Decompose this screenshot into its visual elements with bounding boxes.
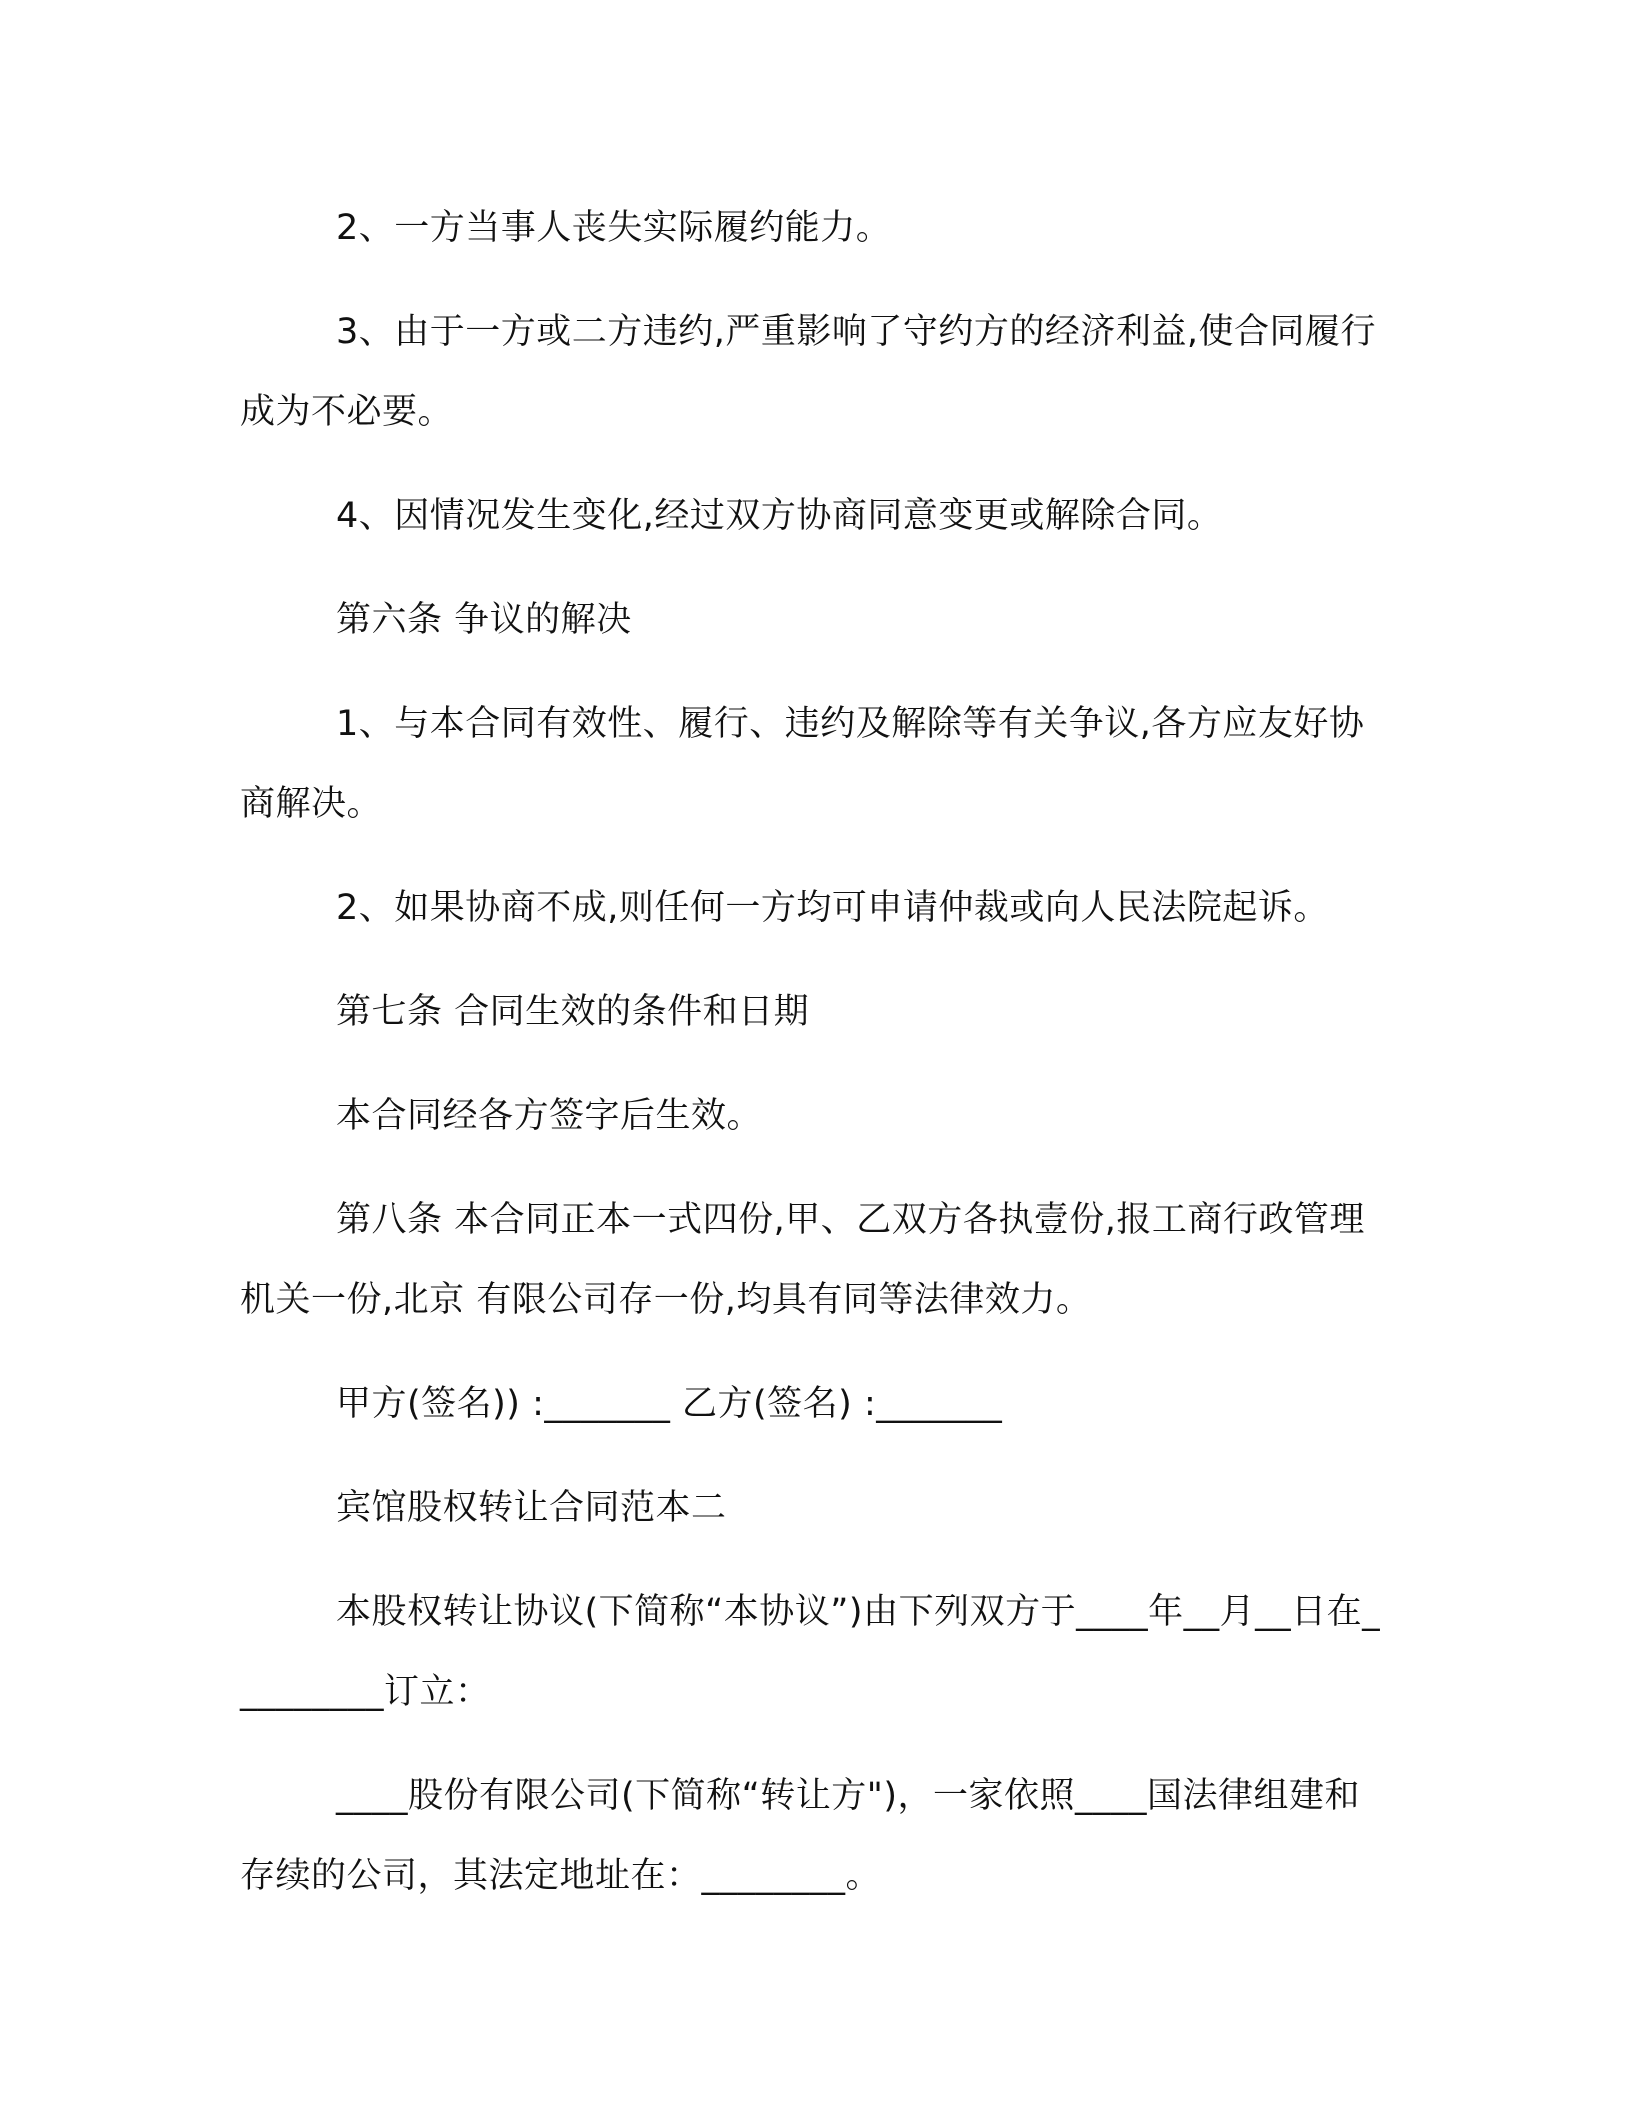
article-8-body: 第八条 本合同正本一式四份,甲、乙双方各执壹份,报工商行政管理机关一份,北京 有限公司存一份,均具有同等法律效力。 xyxy=(240,1200,1365,1320)
article-7-heading: 第七条 合同生效的条件和日期 xyxy=(336,992,810,1032)
article-7-body: 本合同经各方签字后生效。 xyxy=(336,1096,763,1136)
clause-4-change: 4、因情况发生变化,经过双方协商同意变更或解除合同。 xyxy=(336,496,1223,536)
article-6-clause-1: 1、与本合同有效性、履行、违约及解除等有关争议,各方应友好协商解决。 xyxy=(240,704,1365,824)
clause-2-incapacity: 2、一方当事人丧失实际履约能力。 xyxy=(336,208,892,248)
document-body xyxy=(240,188,1390,1940)
clause-3-breach: 3、由于一方或二方违约,严重影响了守约方的经济利益,使合同履行成为不必要。 xyxy=(240,312,1377,432)
article-6-heading: 第六条 争议的解决 xyxy=(336,600,632,640)
article-6-clause-2: 2、如果协商不成,则任何一方均可申请仲裁或向人民法院起诉。 xyxy=(336,888,1329,928)
agreement-intro: 本股权转让协议(下简称“本协议”)由下列双方于____年__月__日在_________订立： xyxy=(240,1592,1381,1712)
signature-line: 甲方(签名)) :_______ 乙方(签名) :_______ xyxy=(336,1384,1003,1424)
transferor-description: ____股份有限公司(下简称“转让方")，一家依照____国法律组建和存续的公司，其法定地址在：________。 xyxy=(240,1776,1361,1896)
contract-template-two-title: 宾馆股权转让合同范本二 xyxy=(336,1488,727,1528)
